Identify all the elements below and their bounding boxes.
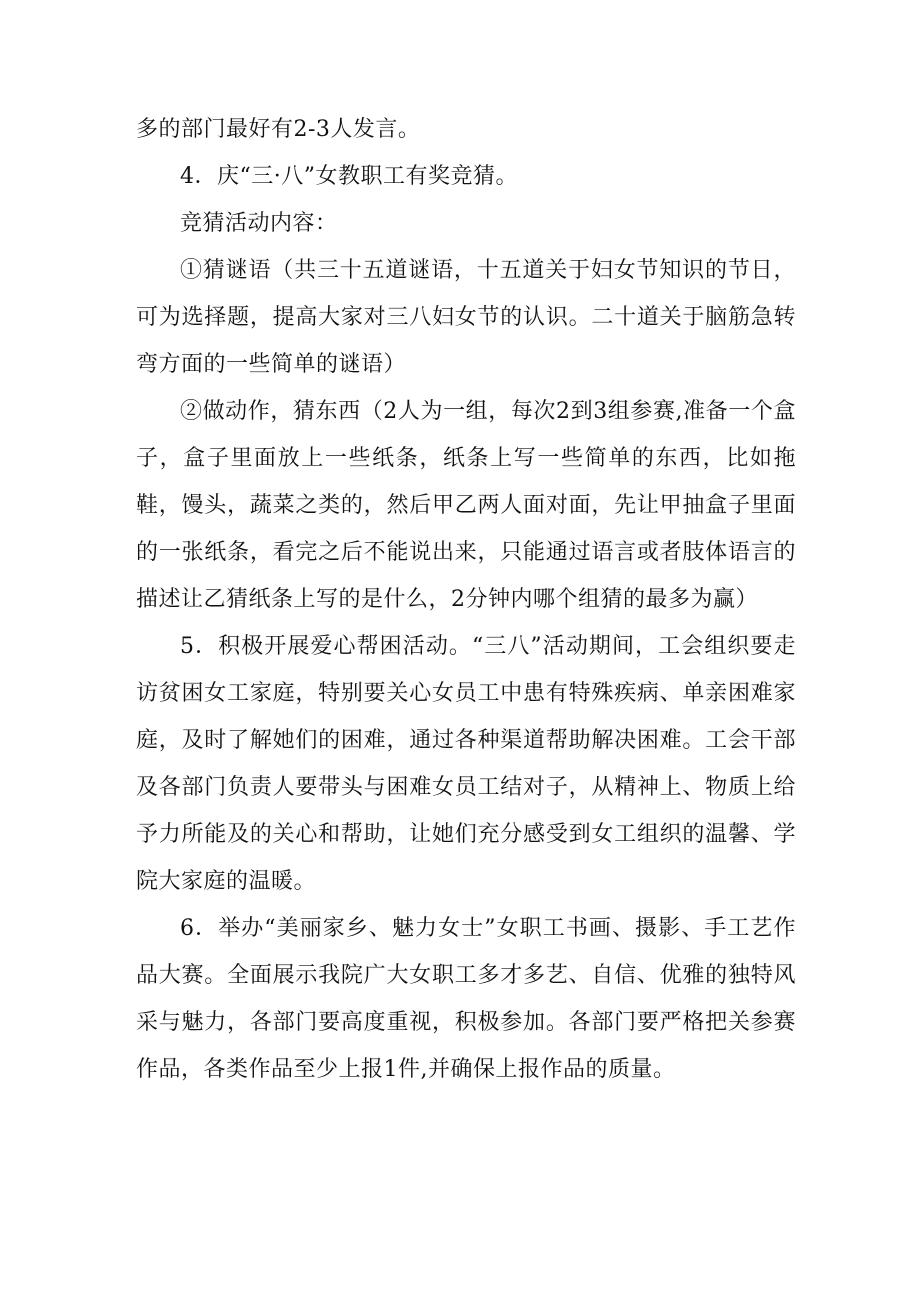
paragraph-continuation: 多的部门最好有2-3人发言。 xyxy=(136,117,421,142)
paragraph-item-6: 6．举办“美丽家乡、魅力女士”女职工书画、摄影、手工艺作品大赛。全面展示我院广大女职工多才多艺、自信、优雅的独特风采与魅力，各部门要高度重视，积极参加。各部门要严格把关参赛作品，各类作品至少上报1件,并确保上报作品的质量。 xyxy=(136,916,796,1082)
paragraph-item-5: 5．积极开展爱心帮困活动。“三八”活动期间，工会组织要走访贫困女工家庭，特别要关心女员工中患有特殊疾病、单亲困难家庭，及时了解她们的困难，通过各种渠道帮助解决困难。工会干部及各部门负责人要带头与困难女员工结对子，从精神上、物质上给予力所能及的关心和帮助，让她们充分感受到女工组织的温馨、学院大家庭的温暖。 xyxy=(136,634,796,894)
paragraph-quiz-heading: 竞猜活动内容： xyxy=(180,211,338,236)
paragraph-riddles: ①猜谜语（共三十五道谜语，十五道关于妇女节知识的节日，可为选择题，提高大家对三八妇女节的认识。二十道关于脑筋急转弯方面的一些简单的谜语） xyxy=(136,258,796,377)
paragraph-item-4: 4．庆“三·八”女教职工有奖竞猜。 xyxy=(180,164,518,189)
document-body xyxy=(136,106,796,1093)
paragraph-charades: ②做动作，猜东西（2人为一组，每次2到3组参赛,准备一个盒子，盒子里面放上一些纸条，纸条上写一些简单的东西，比如拖鞋，馒头，蔬菜之类的，然后甲乙两人面对面，先让甲抽盒子里面的一张纸条，看完之后不能说出来，只能通过语言或者肢体语言的描述让乙猜纸条上写的是什么，2分钟内哪个组猜的最多为赢） xyxy=(136,399,796,612)
